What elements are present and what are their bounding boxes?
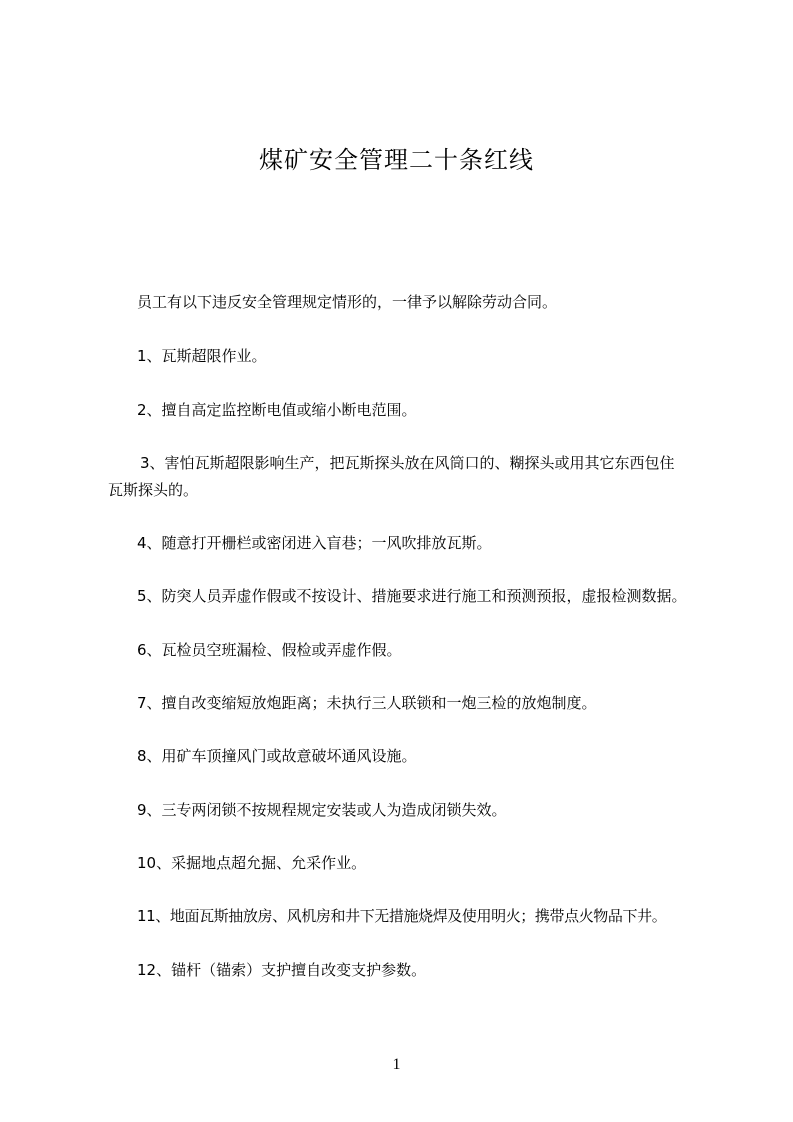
page-number: 1 xyxy=(392,1056,401,1073)
list-item: 8、用矿车顶撞风门或故意破坏通风设施。 xyxy=(137,747,417,765)
intro-paragraph: 员工有以下违反安全管理规定情形的，一律予以解除劳动合同。 xyxy=(137,293,558,311)
list-item: 1、瓦斯超限作业。 xyxy=(137,347,267,365)
list-item: 12、锚杆（锚索）支护擅自改变支护参数。 xyxy=(137,961,427,979)
list-item: 7、擅自改变缩短放炮距离；未执行三人联锁和一炮三检的放炮制度。 xyxy=(137,694,597,712)
list-item-continuation: 瓦斯探头的。 xyxy=(108,481,199,499)
document-title: 煤矿安全管理二十条红线 xyxy=(259,146,534,174)
list-item: 2、擅自高定监控断电值或缩小断电范围。 xyxy=(137,401,417,419)
list-item: 11、地面瓦斯抽放房、风机房和井下无措施烧焊及使用明火；携带点火物品下井。 xyxy=(137,907,667,925)
list-item: 10、采掘地点超允掘、允采作业。 xyxy=(137,854,367,872)
list-item: 9、三专两闭锁不按规程规定安装或人为造成闭锁失效。 xyxy=(137,801,507,819)
list-item: 5、防突人员弄虚作假或不按设计、措施要求进行施工和预测预报，虚报检测数据。 xyxy=(137,587,687,605)
list-item: 3、害怕瓦斯超限影响生产，把瓦斯探头放在风筒口的、糊探头或用其它东西包住 xyxy=(140,454,675,472)
list-item: 6、瓦检员空班漏检、假检或弄虚作假。 xyxy=(137,641,402,659)
list-item: 4、随意打开栅栏或密闭进入盲巷；一风吹排放瓦斯。 xyxy=(137,534,492,552)
